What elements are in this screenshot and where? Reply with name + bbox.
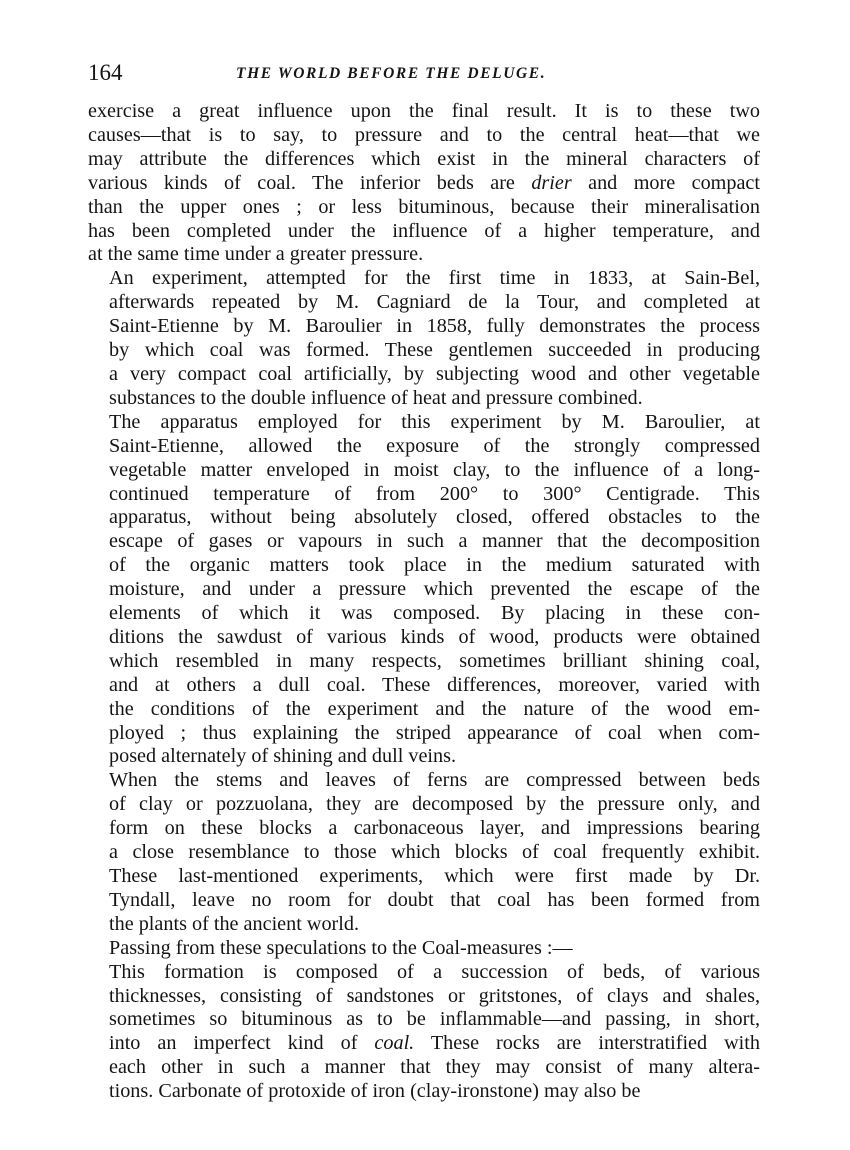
text-line: of clay or pozzuolana, they are decomposed by the pressure only, and [109,793,760,816]
paragraph [88,937,760,961]
text-line: form on these blocks a carbonaceous layer, and impressions bearing [109,817,760,840]
text-line: elements of which it was composed. By placing in these con- [109,602,760,625]
text-line: Passing from these speculations to the Coal-measures :— [109,936,573,959]
text-line: has been completed under the influence of a higher temperature, and [88,219,760,242]
text-line: each other in such a manner that they may consist of many altera- [109,1056,760,1079]
paragraph [88,267,760,410]
paragraph [88,411,760,770]
text-line: than the upper ones ; or less bituminous, because their mineralisation [88,195,760,218]
text-line: ployed ; thus explaining the striped appearance of coal when com- [109,721,760,744]
text-line: The apparatus employed for this experiment by M. Baroulier, at [109,410,760,433]
text-line: at the same time under a greater pressure. [88,243,424,266]
text-line: moisture, and under a pressure which prevented the escape of the [109,578,760,601]
text-line: tions. Carbonate of protoxide of iron (clay-ironstone) may also be [109,1080,641,1103]
text-line: thicknesses, consisting of sandstones or gritstones, of clays and shales, [109,984,760,1007]
text-line: Tyndall, leave no room for doubt that coal has been formed from [109,888,760,911]
text-line: Saint-Etienne, allowed the exposure of the strongly compressed [109,434,760,457]
text-line: and at others a dull coal. These differences, moreover, varied with [109,673,760,696]
text-line: These last-mentioned experiments, which were first made by Dr. [109,865,760,887]
text-line: the plants of the ancient world. [109,912,360,935]
text-line: posed alternately of shining and dull veins. [109,745,457,768]
page-header [88,60,760,100]
italic-word: drier [531,171,572,194]
book-page [88,60,760,1104]
text-line: Saint-Etienne by M. Baroulier in 1858, fully demonstrates the process [109,315,760,338]
text-line: substances to the double influence of heat and pressure combined. [109,386,643,409]
text-line: This formation is composed of a succession of beds, of various [109,960,760,983]
text-line: which resembled in many respects, sometimes brilliant shining coal, [109,649,760,672]
text-line: sometimes so bituminous as to be inflammable—and passing, in short, [109,1008,760,1031]
text-line: apparatus, without being absolutely closed, offered obstacles to the [109,506,760,529]
text-line: When the stems and leaves of ferns are compressed between beds [109,769,760,792]
page-number: 164 [88,60,123,85]
text-line: a very compact coal artificially, by subjecting wood and other vegetable [109,362,760,385]
text-line: exercise a great influence upon the final result. It is to these two [88,100,760,122]
running-title: THE WORLD BEFORE THE DELUGE. [236,65,547,82]
text-line: various kinds of coal. The inferior beds are drier and more compact [88,171,760,194]
text-line: An experiment, attempted for the first time in 1833, at Sain-Bel, [109,267,760,290]
text-line: a close resemblance to those which blocks of coal frequently exhibit. [109,841,760,864]
text-line: causes—that is to say, to pressure and to the central heat—that we [88,123,760,146]
paragraph [88,100,760,267]
text-line: by which coal was formed. These gentlemen succeeded in producing [109,339,760,362]
text-line: continued temperature of from 200° to 300° Centigrade. This [109,482,760,505]
text-line: into an imperfect kind of coal. These rocks are interstratified with [109,1032,760,1055]
text-line: vegetable matter enveloped in moist clay, to the influence of a long- [109,458,760,481]
text-line: may attribute the differences which exist in the mineral characters of [88,147,760,170]
text-line: escape of gases or vapours in such a manner that the decomposition [109,530,760,553]
text-line: of the organic matters took place in the medium saturated with [109,554,760,577]
text-line: ditions the sawdust of various kinds of wood, products were obtained [109,625,760,648]
text-line: afterwards repeated by M. Cagniard de la Tour, and completed at [109,291,760,314]
paragraph [88,961,760,1104]
italic-word: coal. [374,1032,415,1055]
paragraph [88,769,760,936]
text-line: the conditions of the experiment and the nature of the wood em- [109,697,760,720]
body-text [88,100,760,1104]
